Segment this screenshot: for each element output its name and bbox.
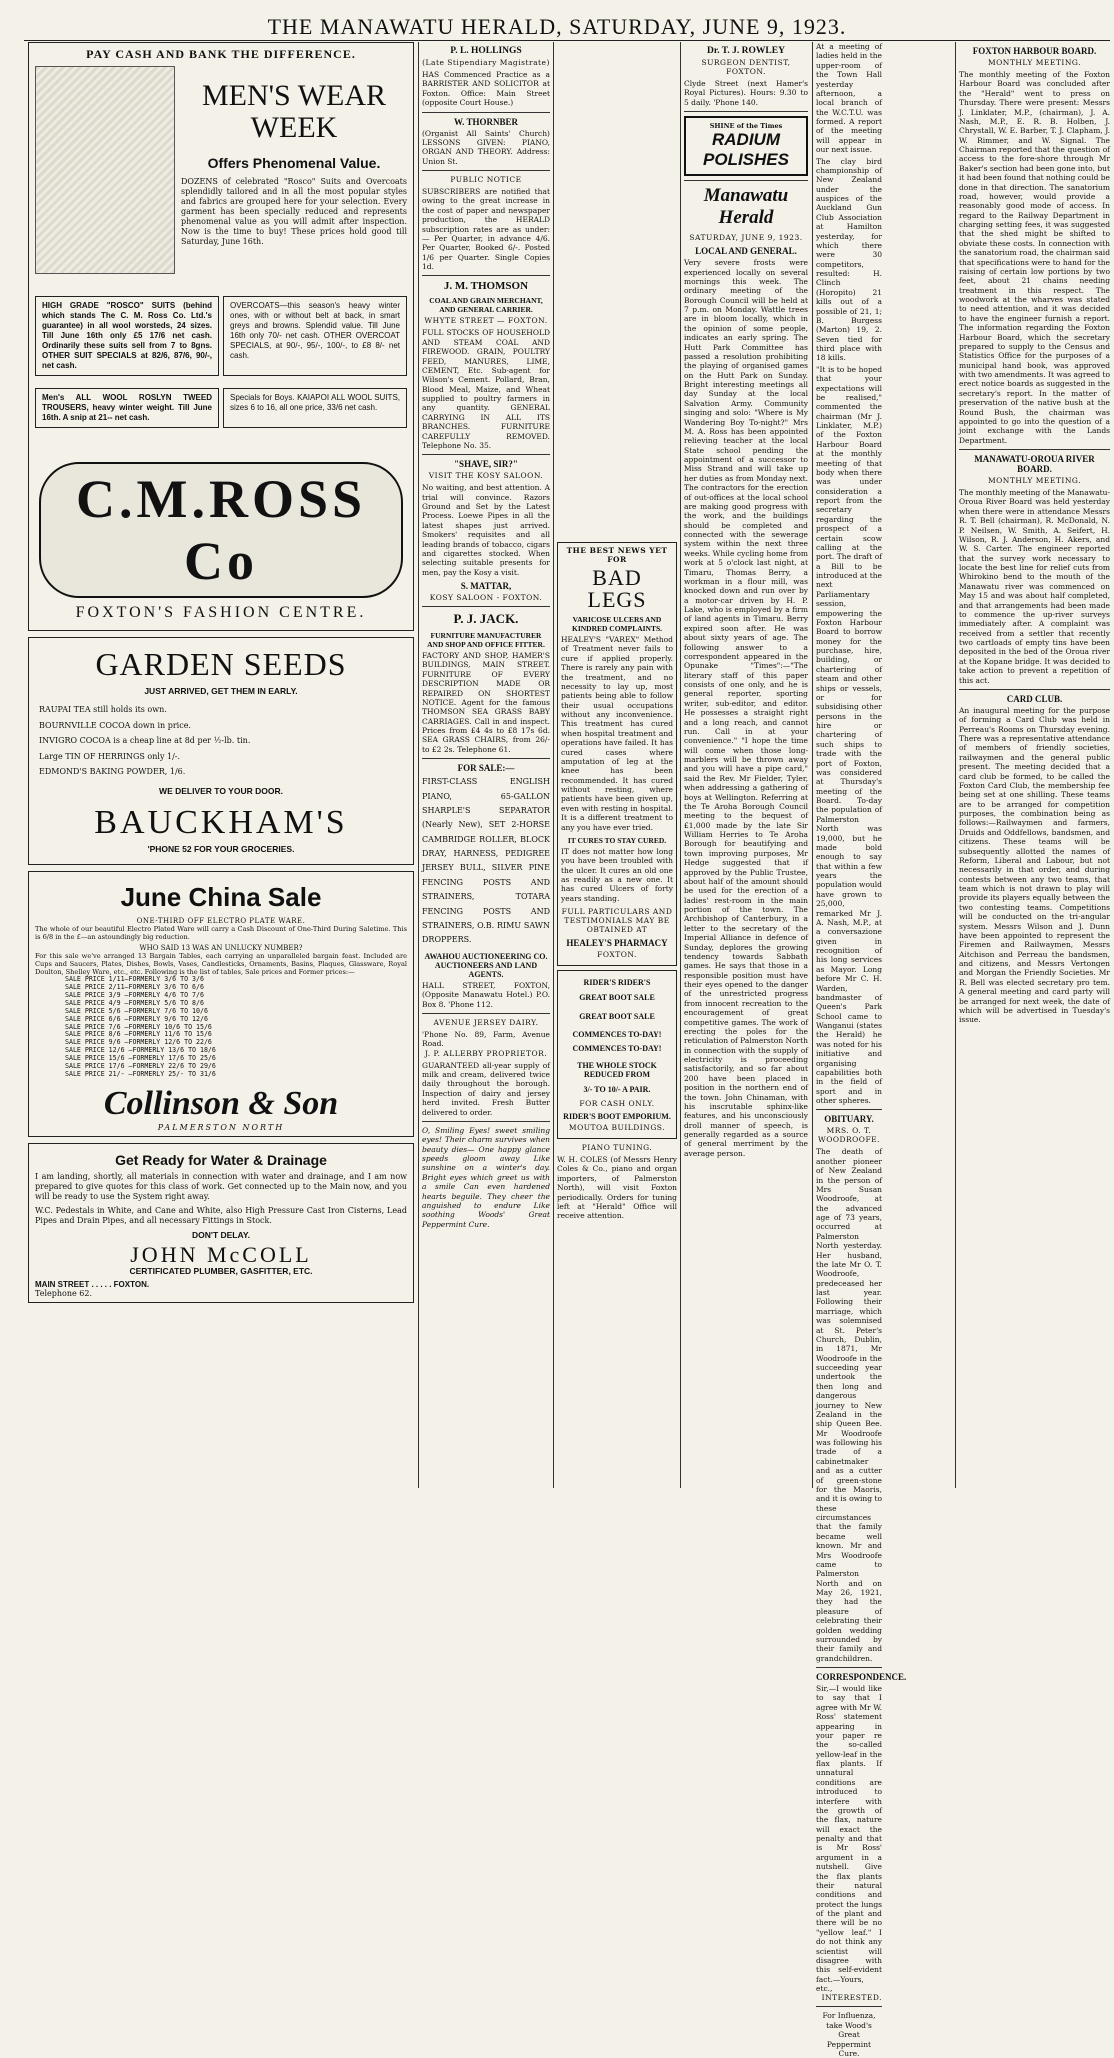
kosy-body: No waiting, and best attention. A trial will convince. Razors Ground and Set by the Latest Process. Loewe Pipes in all the latest shapes just arrived. Smokers' requisites and all leading brands of tobacco, cigars and cigarettes stocked. When selecting suitable presents for men, pay the Kosy a visit. <box>422 483 550 577</box>
column-general-news <box>816 42 907 2058</box>
column-divider <box>680 42 681 1488</box>
boot-sale: GREAT BOOT SALE <box>579 1011 655 1021</box>
shave-heading: "SHAVE, SIR?" <box>454 459 518 470</box>
awahou-address: HALL STREET, FOXTON, (Opposite Manawatu Hotel.) P.O. Box 8. 'Phone 112. <box>422 980 550 1009</box>
shine-text: SHINE of the Times <box>709 122 783 131</box>
varicose: VARICOSE ULCERS AND KINDRED COMPLAINTS. <box>571 615 662 633</box>
boot-sale: GREAT BOOT SALE <box>579 993 655 1003</box>
pay-cash-heading: PAY CASH AND BANK THE DIFFERENCE. <box>86 47 356 61</box>
herald-date: SATURDAY, JUNE 9, 1923. <box>689 233 803 243</box>
hollings-body: HAS Commenced Practice as a BARRISTER AND SOLICITOR at Foxton. Office: Main Street (opposite Court House.) <box>422 70 550 108</box>
water-heading: Get Ready for Water & Drainage <box>115 1151 327 1168</box>
oroua-heading: MANAWATU-OROUA RIVER BOARD. <box>974 454 1095 474</box>
radium-text: RADIUM POLISHES <box>703 130 789 170</box>
radium-ad <box>684 116 808 176</box>
list-item: SALE PRICE 17/6 —FORMERLY 22/6 TO 29/6 <box>65 1062 216 1071</box>
for-sale-body: FIRST-CLASS ENGLISH PIANO, 65-GALLON SHARPLE'S SEPARATOR (Nearly New), SET 2-HORSE CAMBRIDGE ROLLER, BLOCK DRAY, HARNESS, PEDIGREE JERSEY BULL, SILVER PINE FENCING POSTS AND STRAINERS, TOTARA FENCING POSTS AND STRAINERS, O.B. RIMU SAWN DROPPERS. <box>422 777 550 945</box>
commences: COMMENCES TO-DAY! COMMENCES TO-DAY! <box>572 1029 662 1054</box>
list-item: SALE PRICE 3/9 —FORMERLY 4/6 TO 7/6 <box>65 990 204 999</box>
furniture-heading: FURNITURE MANUFACTURER AND SHOP AND OFFICE FITTER. <box>427 631 545 649</box>
healey-pharmacy: HEALEY'S PHARMACY <box>566 938 668 949</box>
interested-signature: INTERESTED. <box>821 1993 882 2003</box>
moutoa-buildings: MOUTOA BUILDINGS. <box>568 1123 666 1133</box>
mccoll-name: JOHN McCOLL <box>130 1241 312 1267</box>
men-illustration <box>35 66 175 274</box>
hollings-name: P. L. HOLLINGS <box>450 46 522 56</box>
jack-name: P. J. JACK. <box>453 611 519 626</box>
pair-price: 3/- TO 10/- A PAIR. <box>583 1084 651 1094</box>
list-item: RAUPAI TEA still holds its own. <box>39 705 167 714</box>
obituary-body: The death of another pioneer of New Zealand in the person of Mrs Susan Woodroofe, at the advanced age of 73 years, occurred at Palmerston North yesterday. Her husband, the late Mr O. T. Woodroofe, predeceased her last year. Following their marriage, which was solemnised at St. Peter's Church, Dublin, in 1871, Mr Woodroofe in the succeeding year undertook the then long and dangerous journey to New Zealand in the ship Queen Bee. Mr Woodroofe was following his trade of a cabinetmaker and as a cutter of green-stone for the Maoris, and it is owing to these circumstances that the family became well known. Mr and Mrs Woodroofe came to Palmerston North and on May 26, 1921, they had the pleasure of celebrating their golden wedding surrounded by their family and grandchildren. <box>816 1147 882 1663</box>
china-body: The whole of our beautiful Electro Plated Ware will carry a Cash Discount of One-Third During Saletime. This is 6/8 in the £—an astoundingly big reduction. <box>35 924 407 941</box>
garden-seeds-heading: GARDEN SEEDS <box>95 646 347 682</box>
obituary-heading: OBITUARY. <box>824 1114 874 1125</box>
cures-heading: IT CURES TO STAY CURED. <box>567 835 667 845</box>
cash-only: FOR CASH ONLY. <box>579 1099 655 1109</box>
bauckham-ad <box>28 637 414 865</box>
allerby-name: J. P. ALLERBY PROPRIETOR. <box>424 1048 548 1058</box>
public-notice: PUBLIC NOTICE <box>450 175 522 184</box>
bad-legs-top: THE BEST NEWS YET FOR <box>566 546 668 564</box>
list-item: SALE PRICE 21/- —FORMERLY 25/- TO 31/6 <box>65 1070 216 1078</box>
news-body: "It is to be hoped that your expectations will be realised," commented the chairman (Mr J. Linklater, M.P.) of the Foxton Harbour Board at the monthly meeting of that body when there was under consideration a report from the secretary regarding the prospect of a certain scow calling at the port. The draft of a Bill to be introduced at the next Parliamentary session, empowering the Foxton Harbour Board to borrow money for the purchase, hire, building, or chartering of steam and other ships or vessels, or for subsidising other persons in the hire or chartering of such ships to trade with the port of Foxton, was considered at Thursday's meeting of the Board. To-day the population of Palmerston North was 19,000, but he made bold enough to say that within a few years the population would have grown to 25,000, remarked Mr J. A. Nash, M.P., at a conversazione given in recognition of his long services as Mayor. Long before Mr C. H. Warden, bandmaster of Queen's Park School came to Wanganui (states the Herald) he was noted for his initiative and organising capabilities both in the field of sport and in other spheres. <box>816 364 882 1105</box>
rosco-suits: HIGH GRADE "ROSCO" SUITS (behind which stands The C. M. Ross Co. Ltd.'s guarantee) in all wool worsteds, 24 sizes. Till June 16th only £5 17/6 net cash. Ordinarily these suits sell from 7 to 8gns. OTHER SUIT SPECIALS at 82/6, 87/6, 90/-, net cash. <box>35 296 219 376</box>
list-item: Large TIN OF HERRINGS only 1/-. <box>39 751 181 761</box>
column-ross-ads <box>28 42 414 1488</box>
jack-body: FACTORY AND SHOP, HAMER'S BUILDINGS, MAIN STREET. FURNITURE OF EVERY DESCRIPTION MADE OR REPAIRED ON SHORTEST NOTICE. Agent for the famous THOMSON SEA GRASS BABY CARRIAGES. Call in and inspect. Prices from £4 4s to £8 17s 6d. SEA GRASS CHAIRS, from 26/- to £2 2s. Telephone 61. <box>422 651 550 754</box>
coles-body: W. H. COLES (of Messrs Henry Coles & Co., piano and organ importers, of Palmerston North), will visit Foxton periodically. Orders for tuning left at "Herald" Office will receive attention. <box>557 1155 677 1221</box>
grocery-list <box>35 702 407 780</box>
sale-price-list <box>35 976 407 1079</box>
list-item: BOURNVILLE COCOA down in price. <box>39 720 191 730</box>
varex-body: HEALEY'S "VAREX" Method of Treatment never fails to cure if applied properly. There is rarely any pain with the treatment, and no necessity to lay up, most patients being able to follow their usual occupations without any inconvenience. This treatment has cured when hospital treatment and operations have failed. It has cured cases where amputation of leg at the knee has been recommended. It has cured without resting, where patients have been given up, even with resting in hospital. It is a different treatment to any you have ever tried. <box>561 635 673 832</box>
collinson-ad <box>28 871 414 1137</box>
one-third: ONE-THIRD OFF ELECTRO PLATE WARE. <box>136 916 306 925</box>
list-item: SALE PRICE 7/6 —FORMERLY 10/6 TO 15/6 <box>65 1022 212 1031</box>
cures-body: IT does not matter how long you have been troubled with the ulcer. It cures an old one as readily as a new one. It has cured Ulcers of forty years standing. <box>561 846 673 903</box>
mens-wear-heading: MEN'S WEAR WEEK <box>201 79 387 144</box>
column-divider <box>955 42 956 1488</box>
main-street: MAIN STREET . . . . . FOXTON. <box>35 1279 150 1289</box>
thomson-body: FULL STOCKS OF HOUSEHOLD AND STEAM COAL AND FIREWOOD. GRAIN, POULTRY FEED, MANURES, LIME, CEMENT, Etc. Sub-agent for Wilson's Cement. Pollard, Bran, Blood Meal, Maize, and Wheat supplied to poultry farmers in any quantity. GENERAL CARRYING IN ALL ITS BRANCHES. FURNITURE CAREFULLY REMOVED. Telephone No. 35. <box>422 328 550 450</box>
telephone-62: Telephone 62. <box>35 1288 92 1298</box>
mattar-name: S. MATTAR, <box>460 581 512 591</box>
column-divider <box>812 42 813 1488</box>
just-arrived: JUST ARRIVED, GET THEM IN EARLY. <box>144 686 298 696</box>
card-club-body: An inaugural meeting for the purpose of forming a Card Club was held in Perreau's Rooms on Thursday evening. There was a representative attendance of members of friendly societies, railwaymen and the general public present. The meeting decided that a card club be formed, to be called the Foxton Card Club, the membership fee being set at one shilling. These teams are to be arranged for competition purposes, the combination being as follows:—Railwaymen and farmers, Druids and Oddfellows, bandsmen, and citizens. These teams will be subsequently allotted the names of Reform, Liberal and Labour, but not necessarily in that order, and during contests between any two teams, that team which is not drawn to play will provide its players equally between the two contesting teams. Competitions will be conducted on the tri-angular system. Messrs Wilson and J. Dunn have been appointed to represent the Firemen and Railwaymen, Messrs Aitchison and Perreau the bandsmen, and citizens, and Messrs Vertongen and Morgan the Friendly Societies. Mr R. Bell was elected secretary pro tem. A general meeting and card party will be arranged for next week, the date of which will be advertised in Tuesday's issue. <box>959 705 1110 1025</box>
column-divider <box>553 42 554 1488</box>
local-heading: LOCAL AND GENERAL. <box>695 246 797 257</box>
water-body: I am landing, shortly, all materials in connection with water and drainage, and I am now prepared to give quotes for this class of work. Get connected up to the Main now, and you will be ready to use the System right away. <box>35 1171 407 1201</box>
rowley-body: Clyde Street (next Hamer's Royal Pictures). Hours: 9.30 to 5 daily. 'Phone 140. <box>684 79 808 107</box>
healey-foxton: FOXTON. <box>597 950 637 960</box>
kosy-heading: VISIT THE KOSY SALOON. <box>428 471 544 481</box>
awahou-heading: AWAHOU AUCTIONEERING CO. AUCTIONEERS AND LAND AGENTS. <box>424 951 548 979</box>
for-sale-heading: FOR SALE:— <box>457 763 515 774</box>
ross-ad <box>28 42 414 631</box>
oroua-body: The monthly meeting of the Manawatu-Oroua River Board was held yesterday when there were in attendance Messrs R. T. Bell (chairman), R. McDonald, N. P. Neilsen, W. Smith, A. Seifert, H. Wilson, R. J. Anderson, H. Akers, and W. S. Carter. The engineer reported that the survey work necessary to locate the best line for relief cuts from Whirokino bend to the mouth of the Manawatu river was commenced on May 15 and was about half completed, and that arrangements had been made to commence the up-river surveys immediately after. A complaint was received from a settler that recently two cartloads of empty tins have been deposited in the bed of the Oroua river at the Kopane bridge. It was decided to take action to prevent a repetition of this act. <box>959 488 1110 685</box>
column-divider <box>418 42 419 1488</box>
deliver: WE DELIVER TO YOUR DOOR. <box>159 785 283 796</box>
whyte-street: WHYTE STREET — FOXTON. <box>424 316 548 326</box>
list-item: SALE PRICE 1/11—FORMERLY 3/6 TO 3/6 <box>65 975 204 984</box>
subscribers: SUBSCRIBERS are notified that owing to the great increase in the cost of paper and newspaper production, the HERALD subscription rates are as under:— Per Quarter, in advance 4/6. Per Quarter, Booked 6/-. Posted 1/6 per Quarter. Single Copies 1d. <box>422 187 550 271</box>
healey-ad <box>557 542 677 966</box>
harbour-body: The monthly meeting of the Foxton Harbour Board was concluded after the "Herald" went to press on Thursday. There were present: Messrs J. Linklater, M.P., (chairman), J. A. Nash, M.P., E. R. B. Holben, J. Chrystall, W. E. Barber, T. J. Clapham, J. W. Rimmer, and W. Signal. The Chairman reported that the question of access to the fore-shore through Mr Baker's section had been gone into, but it had been found that nothing could be done in that direction. The sanatorium road, however, would provide a reasonably good mode of access. In regard to the Railway Department in charging setting fees, it was suggested that the shed might be shifted to obviate these costs. In connection with the sanatorium road, the chairman said that specifications were to hand for the raising of certain low portions by two feet, about 21 chains needing treatment in this respect. The woodwork at the wharves was stated to need attention, and it was decided to have the engineer furnish a report. The information regarding the Foxton Harbour Board, which the secretary prepared to supply to the Census and Statistics Office for the purposes of a municipal hand book, was approved with two amendments. It was agreed to erect notice boards as suggested in the secretary's report. In the matter of preservation of the native bush at the Round Bush, the chairman was appointed to go into the question of a joint exchange with the Lands Department. <box>959 70 1110 445</box>
trousers: Men's ALL WOOL ROSLYN TWEED TROUSERS, heavy winter weight. Till June 16th. A snip at 21-- net cash. <box>35 388 219 428</box>
oroua-monthly: MONTHLY MEETING. <box>987 476 1082 485</box>
correspondence-heading: CORRESPONDENCE. <box>816 1672 907 1682</box>
hollings-sub: (Late Stipendiary Magistrate) <box>422 58 550 67</box>
obituary-name: MRS. O. T. WOODROOFE. <box>817 1126 881 1145</box>
herald-title: Manawatu Herald <box>703 185 789 229</box>
column-ads-left <box>422 42 550 1488</box>
list-item: SALE PRICE 4/9 —FORMERLY 5/6 TO 8/6 <box>65 998 204 1007</box>
piano-tuning: PIANO TUNING. <box>581 1143 653 1153</box>
fashion-centre: FOXTON'S FASHION CENTRE. <box>75 604 367 621</box>
list-item: INVIGRO COCOA is a cheap line at 8d per ½-lb. tin. <box>39 736 251 746</box>
rowley-name: Dr. T. J. ROWLEY <box>707 46 785 56</box>
local-body: Very severe frosts were experienced locally on several mornings this week. The ordinary meeting of the Borough Council will be held at 7 p.m. on Monday. Wattle trees are in bloom locally, which in the opinion of some people, indicates an early spring. The Hutt Park Committee has passed a resolution prohibiting the playing of organised games on the Hutt Park on Sunday. Bright interesting meetings all day Sunday at the local Salvation Army. Community singing and solo: "Where is My Wandering Boy To-night?" Mrs M. A. Ross has been appointed relieving teacher at the local State school pending the appointment of a successor to Miss Strand and will take up her duties as from Monday next. The contractors for the erection of out-offices at the local school are making good progress with the work, and the buildings should be completed and connected with the sewerage system within the next three weeks. While cycling home from work at 5 o'clock last night, at Timaru, Thomas Berry, a workman in a flour mill, was knocked down and run over by a motor-car driven by H. P. Lake, who is employed by a firm of land agents in Timaru. Berry expired soon after. He was about sixty years of age. The following answer to a correspondent appeared in the Opunake "Times":—"The literary staff of this paper consists of one only, and he is general reporter, sporting writer, sub-editor, and editor. He possesses a straight right and a long reach, and cannot run. Call in at your convenience." "I hope the time will come when those long-marblers will be thrown away and you will have a pipe card," said the Rev. Mr Fielder, Tyler, when addressing a gathering of boys at Wellington. Referring at the Te Aroha Borough Council meeting to the bequest of £1,000 made by the late Sir William Herries to Te Aroha Borough for beautifying and town improving purposes, Mr Hedge suggested that if approved by the Public Trustee, about half of the amount should be used for the erection of a ladies' rest-room in the main portion of the town. The Archbishop of Canterbury, in a letter to the secretary of the Imperial Alliance in defence of Sunday, deplores the growing tendency towards Sabbath games. He says that those in a responsible position must have their eyes opened to the danger of the unrestricted progress from innocent recreation to the encouragement of great competitive games. The work of erecting the poles for the reticulation of Palmerston North in connection with the supply of electricity is proceeding satisfactorily, and so far about 200 have been placed in position in the northern end of the town. John Chinaman, with his inscrutable sphinx-like features, and his unconsciously droll manner of speech, is generally regarded as a source of general merriment by the average person. <box>684 258 808 1158</box>
collinson-logo: Collinson & Son <box>103 1084 339 1122</box>
poem: O, Smiling Eyes! sweet smiling eyes! Their charm survives when beauty dies— One happy glance speeds gloom away Like sunshine on a winter's day. Bright eyes which greet us with a smile Can even hardened hearts beguile. They cheer the anguished to endure Like soothing Woods' Great Peppermint Cure. <box>422 1125 550 1229</box>
thomson-name: J. M. THOMSON <box>443 280 529 293</box>
list-item: SALE PRICE 6/6 —FORMERLY 9/6 TO 12/6 <box>65 1014 208 1023</box>
plumber: CERTIFICATED PLUMBER, GASFITTER, ETC. <box>129 1265 313 1276</box>
correspondence-body: Sir,—I would like to say that I agree with Mr W. Ross' statement appearing in your paper re the so-called yellow-leaf in the flax plants. If unnatural conditions are introduced to interfere with the growth of the flax, nature will exact the penalty and that is Mr Ross' argument in a nutshell. Give the flax plants their natural conditions and protect the lungs of the plant and there will be no "yellow leaf." I do not think any scientist will disagree with this self-evident fact.—Yours, etc., <box>816 1684 882 1993</box>
china-sale-heading: June China Sale <box>120 881 322 912</box>
column-ads-right <box>557 42 677 1488</box>
mens-body: DOZENS of celebrated "Rosco" Suits and Overcoats splendidly tailored and in all the most popular styles and fabrics are grouped here for your selection. Every garment has been specially reduced and represents phenomenal value as you will admit after inspection. Now is the time to buy! These prices hold good till Saturday, June 16th. <box>181 177 407 246</box>
list-item: SALE PRICE 9/6 —FORMERLY 12/6 TO 22/6 <box>65 1038 212 1047</box>
phone-52: 'PHONE 52 FOR YOUR GROCERIES. <box>147 843 295 854</box>
list-item: SALE PRICE 15/6 —FORMERLY 17/6 TO 25/6 <box>65 1054 216 1063</box>
palmerston-north: PALMERSTON NORTH <box>157 1122 285 1132</box>
list-item: SALE PRICE 8/6 —FORMERLY 11/6 TO 15/6 <box>65 1030 212 1039</box>
thornber-body: (Organist All Saints' Church) LESSONS GIVEN: PIANO, ORGAN AND THEORY. Address: Union St. <box>422 128 550 166</box>
harbour-heading: FOXTON HARBOUR BOARD. <box>972 46 1097 56</box>
unlucky-body: For this sale we've arranged 13 Bargain Tables, each carrying an unparalleled bargain feast. Included are Cups and Saucers, Plates, Dishes, Bowls, Vases, Candlesticks, Ornaments, Basins, Plaques, Glassware, Royal Doulton, Shelley Ware, etc., etc. Following is the list of tables, Sale prices and Former prices:— <box>35 952 407 977</box>
overcoats: OVERCOATS—this season's heavy winter ones, with or without belt at back, in smart greys and browns. Splendid value. Till June 16th only 70/- net cash. OTHER OVERCOAT SPECIALS, at 90/-, 95/-, 100/-, to £8 8/- net cash. <box>223 296 407 376</box>
coal-heading: COAL AND GRAIN MERCHANT, AND GENERAL CARRIER. <box>429 296 543 315</box>
riders-heading: RIDER'S RIDER'S <box>583 978 651 988</box>
list-item: EDMOND'S BAKING POWDER, 1/6. <box>39 767 186 777</box>
particulars: FULL PARTICULARS AND TESTIMONIALS MAY BE OBTAINED AT <box>561 907 673 935</box>
avenue-phone: 'Phone No. 89, Farm, Avenue Road. <box>422 1029 550 1049</box>
ross-logo: C.M.ROSS Co <box>39 462 403 598</box>
column-local-news <box>684 42 808 1488</box>
wctu-item: At a meeting of ladies held in the upper-room of the Town Hall yesterday afternoon, a local branch of the W.C.T.U. was formed. A report of the meeting will appear in our next issue. <box>816 42 882 155</box>
allerby-body: GUARANTEED all-year supply of milk and cream, delivered twice daily throughout the borough. Inspection of dairy and jersey herd invited. Fresh Butter delivered to order. <box>422 1060 550 1117</box>
avenue-heading: AVENUE JERSEY DAIRY. <box>433 1017 539 1027</box>
mccoll-ad <box>28 1143 414 1303</box>
rider-ad <box>557 970 677 1139</box>
bauckham-name: BAUCKHAM'S <box>94 803 348 841</box>
boot-emporium: RIDER'S BOOT EMPORIUM. <box>563 1112 671 1122</box>
kaiapoi: Specials for Boys. KAIAPOI ALL WOOL SUITS, sizes 6 to 16, all one price, 33/6 net cash. <box>223 388 407 428</box>
dont-delay: DON'T DELAY. <box>192 1229 250 1240</box>
kosy-saloon: KOSY SALOON - FOXTON. <box>429 593 543 602</box>
masthead-rule <box>24 40 1110 41</box>
pedestals: W.C. Pedestals in White, and Cane and White, also High Pressure Cast Iron Cisterns, Lead Pipes and Drain Pipes, and all necessary Fittings in Stock. <box>35 1205 407 1225</box>
surgeon: SURGEON DENTIST, FOXTON. <box>701 58 791 76</box>
list-item: SALE PRICE 5/6 —FORMERLY 7/6 TO 10/6 <box>65 1006 208 1015</box>
harbour-monthly: MONTHLY MEETING. <box>987 58 1082 67</box>
whole-stock: THE WHOLE STOCK REDUCED FROM <box>577 1060 657 1079</box>
card-club-heading: CARD CLUB. <box>1006 693 1063 704</box>
unlucky-heading: WHO SAID 13 WAS AN UNLUCKY NUMBER? <box>139 944 303 953</box>
masthead: THE MANAWATU HERALD, SATURDAY, JUNE 9, 1923. <box>267 14 847 39</box>
list-item: SALE PRICE 12/6 —FORMERLY 13/6 TO 18/6 <box>65 1046 216 1055</box>
column-harbour-board <box>959 42 1110 1488</box>
list-item: SALE PRICE 2/11—FORMERLY 3/6 TO 6/6 <box>65 983 204 992</box>
thornber-name: W. THORNBER <box>453 116 519 127</box>
bad-legs: BAD LEGS <box>587 565 647 612</box>
influenza-ad: For Influenza, take Wood's Great Peppermint Cure. <box>822 2011 876 2058</box>
clay-bird-item: The clay bird championship of New Zealand under the auspices of the Auckland Gun Club Association at Hamilton yesterday, for which there were 30 competitors, resulted: H. Clinch (Horopito) 21 kills out of a possible of 21, 1; B. Burgess (Marton) 19, 2. Seven tied for third place with 18 kills. <box>816 156 882 363</box>
offers-heading: Offers Phenomenal Value. <box>207 155 381 171</box>
